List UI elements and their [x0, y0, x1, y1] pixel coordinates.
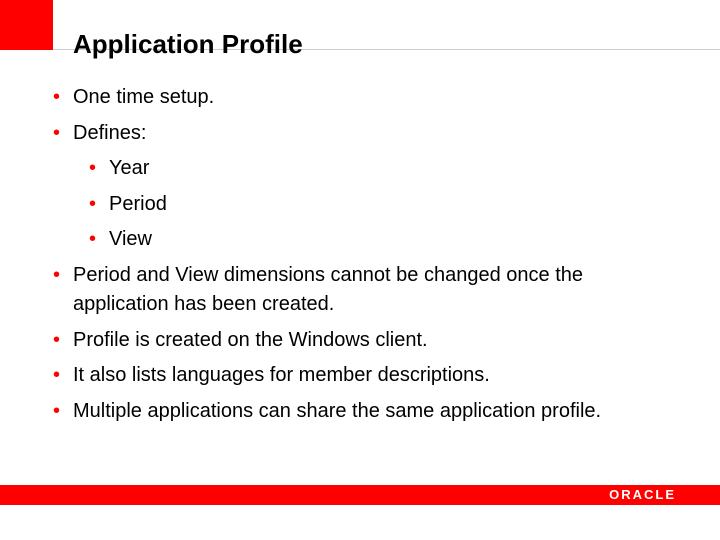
bullet-dot-icon: • — [89, 157, 97, 179]
bullet-item — [0, 323, 720, 359]
bullet-item — [0, 394, 720, 430]
sub-bullet-item — [0, 222, 720, 258]
bullet-list — [0, 80, 720, 429]
slide-title: Application Profile — [73, 29, 303, 59]
bullet-dot-icon: • — [53, 328, 61, 351]
bullet-text: One time setup. — [73, 86, 215, 108]
bullet-text: Period and View dimensions cannot be changed once the application has been created. — [73, 263, 583, 315]
bullet-text: Profile is created on the Windows client. — [73, 328, 428, 351]
sub-bullet-item — [0, 151, 720, 187]
bullet-text: Year — [109, 157, 150, 179]
bullet-text: Period — [109, 192, 167, 215]
bullet-text: It also lists languages for member descriptions. — [73, 364, 490, 386]
bullet-item — [0, 80, 720, 116]
bullet-dot-icon: • — [53, 399, 61, 422]
bullet-item — [0, 358, 720, 394]
bullet-dot-icon: • — [89, 192, 97, 215]
bullet-dot-icon: • — [53, 263, 61, 286]
bullet-dot-icon: • — [53, 86, 61, 108]
bullet-dot-icon: • — [89, 228, 97, 250]
sub-bullet-item — [0, 187, 720, 223]
oracle-logo: ORACLE — [609, 487, 676, 502]
bullet-item — [0, 116, 720, 152]
bullet-text: Multiple applications can share the same application profile. — [73, 399, 602, 422]
title-accent-block — [0, 0, 53, 50]
bullet-dot-icon: • — [53, 364, 61, 386]
bullet-text: Defines: — [73, 121, 147, 144]
bullet-text: View — [109, 228, 152, 250]
bullet-dot-icon: • — [53, 121, 61, 144]
bullet-item — [0, 258, 720, 323]
